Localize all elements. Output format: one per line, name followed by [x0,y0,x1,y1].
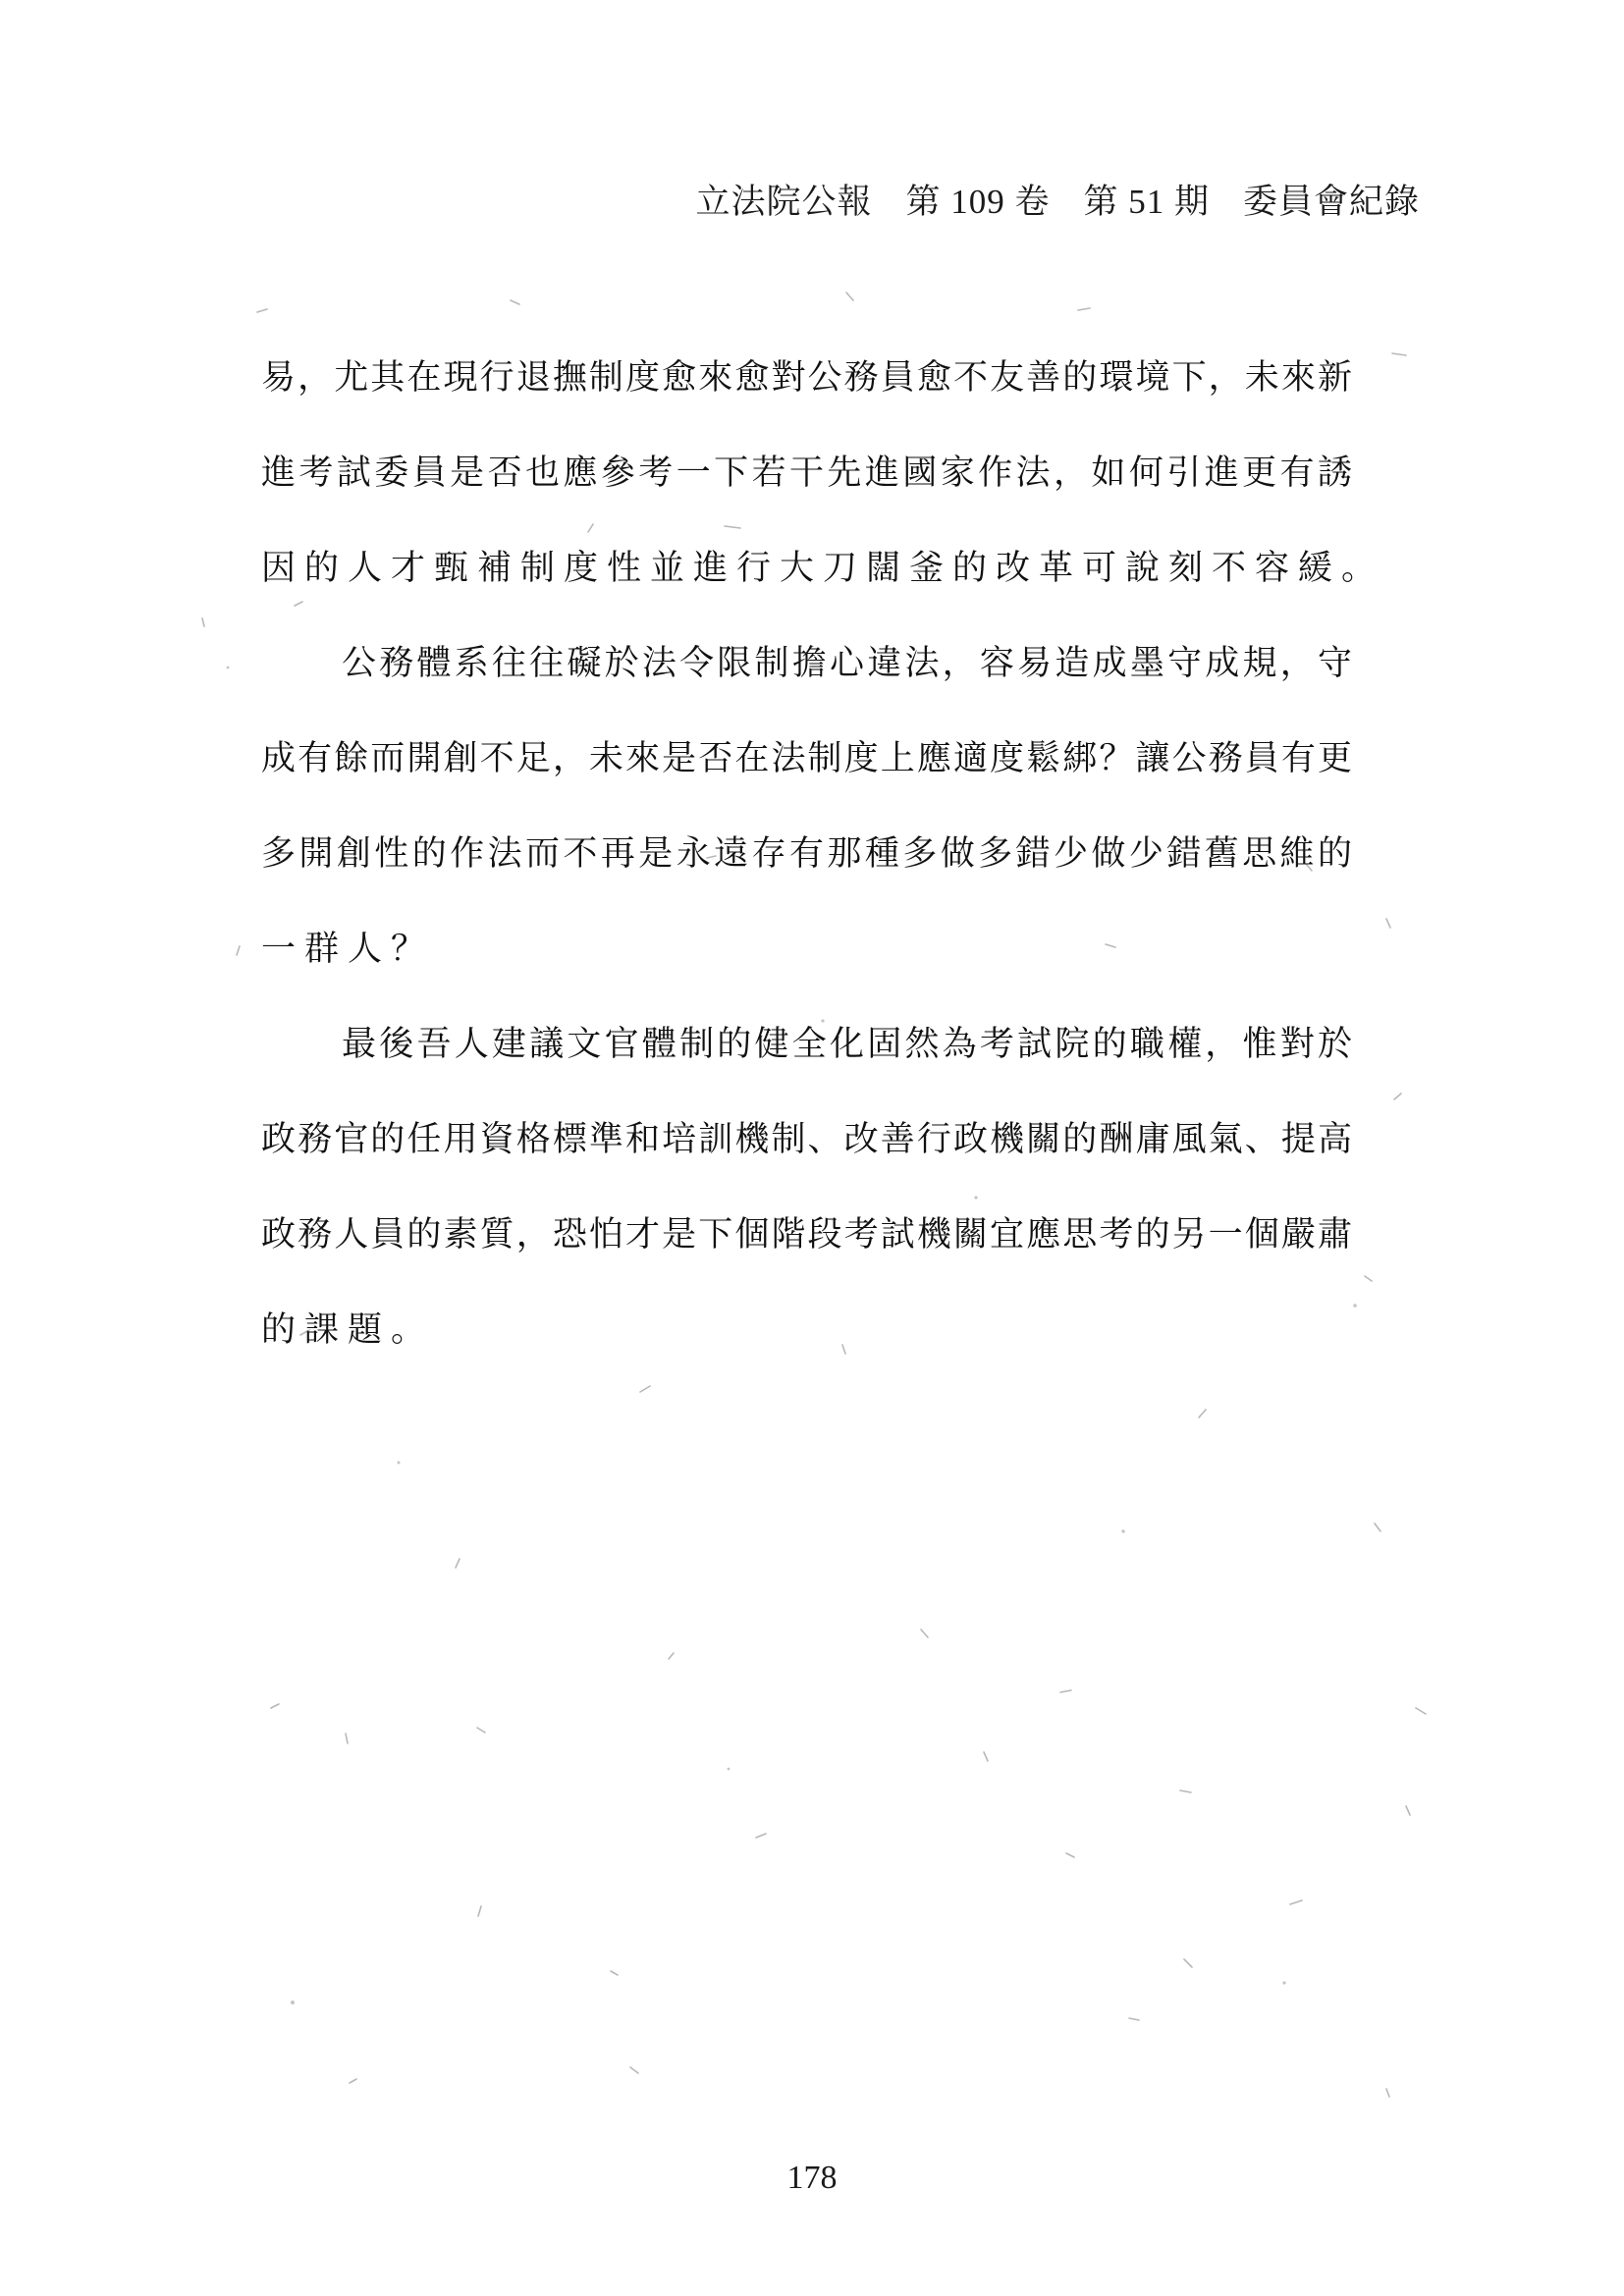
text-line: 因的人才甄補制度性並進行大刀闊釜的改革可說刻不容緩。 [261,549,1385,588]
text-line: 一群人？ [261,930,435,969]
text-line: 政務官的任用資格標準和培訓機制、改善行政機關的酬庸風氣、提高 [261,1120,1353,1159]
text-line: 易，尤其在現行退撫制度愈來愈對公務員愈不友善的環境下，未來新 [261,358,1353,398]
section-label: 委員會紀錄 [1242,183,1420,221]
text-line: 多開創性的作法而不再是永遠存有那種多做多錯少做少錯舊思維的 [261,834,1353,874]
text-line: 進考試委員是否也應參考一下若干先進國家作法，如何引進更有誘 [261,454,1353,493]
publication-title: 立法院公報 [695,183,873,221]
running-header [695,175,1420,224]
text-line: 的課題。 [261,1310,435,1350]
body-text [261,353,1385,1401]
text-line: 政務人員的素質，恐怕才是下個階段考試機關宜應思考的另一個嚴肅 [261,1215,1353,1255]
page-number: 178 [786,2160,838,2196]
paragraph-first-line: 公務體系往往礙於法令限制擔心違法，容易造成墨守成規，守 [342,644,1353,683]
issue-label: 第 51 期 [1083,183,1210,221]
paragraph-first-line: 最後吾人建議文官體制的健全化固然為考試院的職權，惟對於 [342,1025,1353,1064]
volume-label: 第 109 卷 [905,183,1051,221]
text-line: 成有餘而開創不足，未來是否在法制度上應適度鬆綁？讓公務員有更 [261,739,1353,778]
